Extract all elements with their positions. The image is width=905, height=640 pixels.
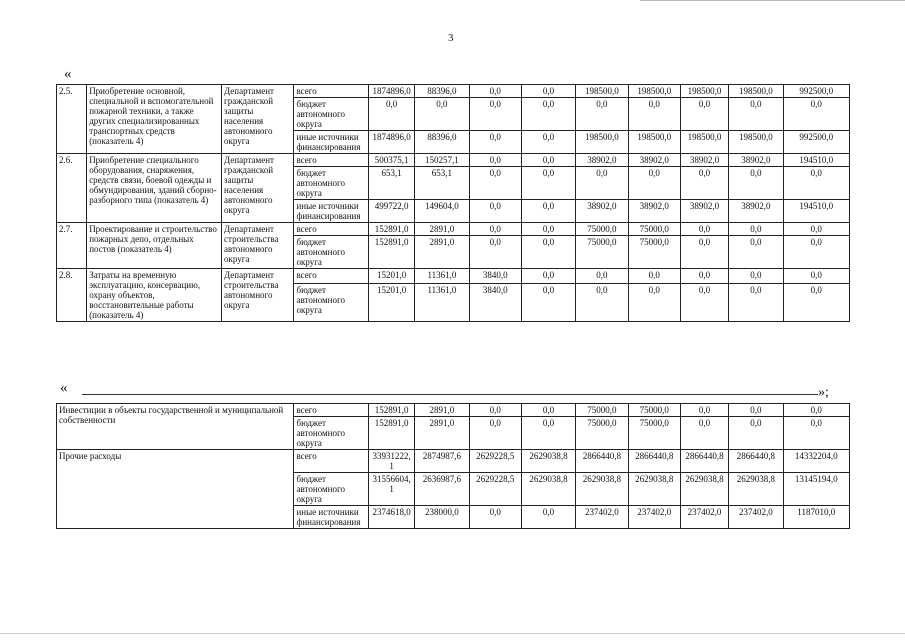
amount-cell: 0,0 <box>729 236 783 269</box>
closing-quote: »; <box>818 385 829 400</box>
amount-cell: 2629038,8 <box>729 473 783 506</box>
amount-cell: 0,0 <box>783 283 850 321</box>
funding-source: всего <box>294 223 368 236</box>
amount-cell: 38902,0 <box>576 154 628 167</box>
amount-cell: 0,0 <box>469 98 521 131</box>
amount-cell: 0,0 <box>729 283 783 321</box>
amount-cell: 0,0 <box>469 417 521 450</box>
amount-cell: 1874896,0 <box>368 131 414 154</box>
amount-cell: 75000,0 <box>576 404 628 417</box>
amount-cell: 0,0 <box>680 167 728 200</box>
table-row <box>57 154 850 167</box>
amount-cell: 2636987,6 <box>415 473 469 506</box>
amount-cell: 2629038,8 <box>628 473 680 506</box>
opening-quote: « <box>64 66 72 82</box>
amount-cell: 14332204,0 <box>783 450 850 473</box>
amount-cell: 2629038,8 <box>521 450 575 473</box>
amount-cell: 149604,0 <box>415 200 469 223</box>
amount-cell: 0,0 <box>680 98 728 131</box>
amount-cell: 0,0 <box>521 154 575 167</box>
amount-cell: 3840,0 <box>469 283 521 321</box>
scan-artifact-line <box>640 0 905 1</box>
scan-artifact-line-bottom <box>0 633 905 634</box>
amount-cell: 75000,0 <box>576 236 628 269</box>
table-row <box>57 85 850 98</box>
amount-cell: 0,0 <box>729 223 783 236</box>
amount-cell: 38902,0 <box>576 200 628 223</box>
amount-cell: 75000,0 <box>628 417 680 450</box>
amount-cell: 0,0 <box>469 223 521 236</box>
amount-cell: 150257,1 <box>415 154 469 167</box>
amount-cell: 0,0 <box>628 98 680 131</box>
amount-cell: 38902,0 <box>729 154 783 167</box>
amount-cell: 0,0 <box>521 404 575 417</box>
amount-cell: 0,0 <box>783 236 850 269</box>
amount-cell: 653,1 <box>415 167 469 200</box>
amount-cell: 0,0 <box>368 98 414 131</box>
amount-cell: 198500,0 <box>628 131 680 154</box>
amount-cell: 0,0 <box>469 85 521 98</box>
amount-cell: 0,0 <box>521 236 575 269</box>
amount-cell: 2629038,8 <box>576 473 628 506</box>
amount-cell: 0,0 <box>521 85 575 98</box>
funding-source: бюджет автономного округа <box>294 236 368 269</box>
page-number: 3 <box>448 32 454 44</box>
program-activities-table <box>56 84 850 322</box>
amount-cell: 0,0 <box>680 269 728 284</box>
amount-cell: 198500,0 <box>576 131 628 154</box>
amount-cell: 0,0 <box>628 167 680 200</box>
amount-cell: 500375,1 <box>368 154 414 167</box>
amount-cell: 15201,0 <box>368 269 414 284</box>
amount-cell: 2866440,8 <box>576 450 628 473</box>
amount-cell: 0,0 <box>469 236 521 269</box>
opening-quote-second: « <box>60 380 68 396</box>
amount-cell: 1874896,0 <box>368 85 414 98</box>
amount-cell: 0,0 <box>415 98 469 131</box>
item-number: 2.8. <box>57 269 87 322</box>
amount-cell: 0,0 <box>469 200 521 223</box>
amount-cell: 88396,0 <box>415 85 469 98</box>
amount-cell: 2874987,6 <box>415 450 469 473</box>
amount-cell: 0,0 <box>576 167 628 200</box>
table-row <box>57 404 850 417</box>
amount-cell: 0,0 <box>521 506 575 529</box>
amount-cell: 2629228,5 <box>469 450 521 473</box>
amount-cell: 238000,0 <box>415 506 469 529</box>
amount-cell: 237402,0 <box>576 506 628 529</box>
amount-cell: 237402,0 <box>628 506 680 529</box>
funding-source: бюджет автономного округа <box>294 473 368 506</box>
amount-cell: 198500,0 <box>628 85 680 98</box>
funding-source: всего <box>294 269 368 284</box>
item-name: Приобретение основной, специальной и вспомогательной пожарной техники, а также других специализированных транспортных средств (показатель 4) <box>87 85 222 154</box>
amount-cell: 992500,0 <box>783 85 850 98</box>
funding-source: всего <box>294 85 368 98</box>
expense-category: Прочие расходы <box>57 450 294 529</box>
amount-cell: 0,0 <box>783 404 850 417</box>
amount-cell: 0,0 <box>521 98 575 131</box>
amount-cell: 0,0 <box>521 223 575 236</box>
item-name: Приобретение специального оборудования, снаряжения, средств связи, боевой одежды и обмундирования, зданий сборно-разборного типа (показатель 4) <box>87 154 222 223</box>
amount-cell: 198500,0 <box>729 85 783 98</box>
table-row <box>57 450 850 473</box>
amount-cell: 0,0 <box>576 283 628 321</box>
amount-cell: 992500,0 <box>783 131 850 154</box>
separator-line <box>82 394 818 395</box>
amount-cell: 2866440,8 <box>628 450 680 473</box>
amount-cell: 0,0 <box>469 404 521 417</box>
item-executor: Департамент строительства автономного округа <box>222 269 294 322</box>
amount-cell: 0,0 <box>729 269 783 284</box>
amount-cell: 0,0 <box>729 98 783 131</box>
amount-cell: 0,0 <box>521 200 575 223</box>
funding-source: всего <box>294 450 368 473</box>
summary-expenses-table <box>56 403 850 529</box>
amount-cell: 2866440,8 <box>680 450 728 473</box>
funding-source: бюджет автономного округа <box>294 417 368 450</box>
amount-cell: 0,0 <box>680 236 728 269</box>
item-number: 2.7. <box>57 223 87 269</box>
amount-cell: 152891,0 <box>368 404 414 417</box>
funding-source: всего <box>294 154 368 167</box>
funding-source: всего <box>294 404 368 417</box>
item-name: Проектирование и строительство пожарных депо, отдельных постов (показатель 4) <box>87 223 222 269</box>
amount-cell: 194510,0 <box>783 154 850 167</box>
amount-cell: 0,0 <box>469 506 521 529</box>
amount-cell: 75000,0 <box>576 417 628 450</box>
amount-cell: 38902,0 <box>628 154 680 167</box>
amount-cell: 0,0 <box>521 283 575 321</box>
amount-cell: 0,0 <box>680 283 728 321</box>
amount-cell: 11361,0 <box>415 269 469 284</box>
amount-cell: 0,0 <box>521 417 575 450</box>
amount-cell: 11361,0 <box>415 283 469 321</box>
funding-source: бюджет автономного округа <box>294 283 368 321</box>
amount-cell: 33931222,1 <box>368 450 414 473</box>
amount-cell: 75000,0 <box>628 223 680 236</box>
amount-cell: 0,0 <box>628 283 680 321</box>
amount-cell: 499722,0 <box>368 200 414 223</box>
amount-cell: 38902,0 <box>729 200 783 223</box>
amount-cell: 88396,0 <box>415 131 469 154</box>
amount-cell: 0,0 <box>521 167 575 200</box>
amount-cell: 237402,0 <box>680 506 728 529</box>
amount-cell: 2891,0 <box>415 223 469 236</box>
amount-cell: 0,0 <box>729 417 783 450</box>
item-executor: Департамент строительства автономного округа <box>222 223 294 269</box>
amount-cell: 653,1 <box>368 167 414 200</box>
item-name: Затраты на временную эксплуатацию, консервацию, охрану объектов, восстановительные работы (показатель 4) <box>87 269 222 322</box>
item-number: 2.5. <box>57 85 87 154</box>
amount-cell: 194510,0 <box>783 200 850 223</box>
amount-cell: 0,0 <box>576 98 628 131</box>
funding-source: иные источники финансирования <box>294 200 368 223</box>
amount-cell: 0,0 <box>783 98 850 131</box>
table-row <box>57 269 850 284</box>
amount-cell: 13145194,0 <box>783 473 850 506</box>
amount-cell: 2629228,5 <box>469 473 521 506</box>
funding-source: бюджет автономного округа <box>294 167 368 200</box>
amount-cell: 0,0 <box>469 167 521 200</box>
amount-cell: 198500,0 <box>729 131 783 154</box>
amount-cell: 0,0 <box>521 131 575 154</box>
amount-cell: 0,0 <box>680 223 728 236</box>
amount-cell: 75000,0 <box>628 236 680 269</box>
item-executor: Департамент гражданской защиты населения автономного округа <box>222 154 294 223</box>
funding-source: иные источники финансирования <box>294 131 368 154</box>
funding-source: бюджет автономного округа <box>294 98 368 131</box>
amount-cell: 152891,0 <box>368 223 414 236</box>
amount-cell: 2891,0 <box>415 236 469 269</box>
amount-cell: 3840,0 <box>469 269 521 284</box>
amount-cell: 0,0 <box>783 167 850 200</box>
amount-cell: 2374618,0 <box>368 506 414 529</box>
amount-cell: 2629038,8 <box>521 473 575 506</box>
amount-cell: 0,0 <box>783 417 850 450</box>
table-row <box>57 223 850 236</box>
amount-cell: 152891,0 <box>368 236 414 269</box>
amount-cell: 38902,0 <box>680 200 728 223</box>
item-executor: Департамент гражданской защиты населения автономного округа <box>222 85 294 154</box>
amount-cell: 31556604,1 <box>368 473 414 506</box>
amount-cell: 38902,0 <box>680 154 728 167</box>
amount-cell: 15201,0 <box>368 283 414 321</box>
amount-cell: 38902,0 <box>628 200 680 223</box>
amount-cell: 2891,0 <box>415 417 469 450</box>
amount-cell: 75000,0 <box>628 404 680 417</box>
funding-source: иные источники финансирования <box>294 506 368 529</box>
amount-cell: 0,0 <box>521 269 575 284</box>
item-number: 2.6. <box>57 154 87 223</box>
amount-cell: 2866440,8 <box>729 450 783 473</box>
amount-cell: 2629038,8 <box>680 473 728 506</box>
amount-cell: 0,0 <box>729 404 783 417</box>
amount-cell: 198500,0 <box>680 131 728 154</box>
amount-cell: 2891,0 <box>415 404 469 417</box>
amount-cell: 198500,0 <box>680 85 728 98</box>
amount-cell: 0,0 <box>680 417 728 450</box>
amount-cell: 237402,0 <box>729 506 783 529</box>
amount-cell: 0,0 <box>469 131 521 154</box>
amount-cell: 0,0 <box>729 167 783 200</box>
amount-cell: 0,0 <box>680 404 728 417</box>
amount-cell: 1187010,0 <box>783 506 850 529</box>
amount-cell: 0,0 <box>576 269 628 284</box>
amount-cell: 0,0 <box>628 269 680 284</box>
amount-cell: 198500,0 <box>576 85 628 98</box>
amount-cell: 0,0 <box>783 223 850 236</box>
amount-cell: 0,0 <box>469 154 521 167</box>
amount-cell: 75000,0 <box>576 223 628 236</box>
amount-cell: 0,0 <box>783 269 850 284</box>
expense-category: Инвестиции в объекты государственной и муниципальной собственности <box>57 404 294 450</box>
amount-cell: 152891,0 <box>368 417 414 450</box>
